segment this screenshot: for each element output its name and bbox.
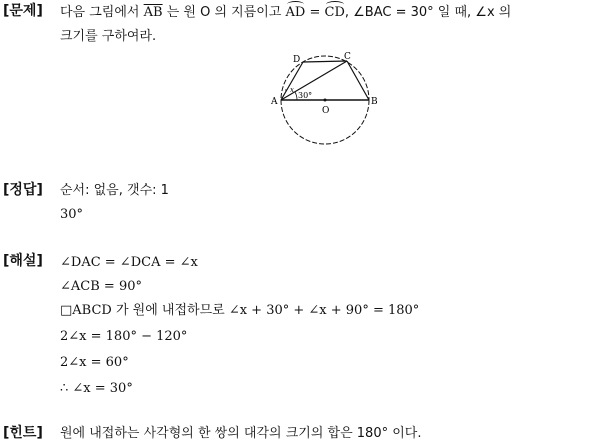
- problem-text-part-2: 는 원 O 의 지름이고: [162, 5, 286, 20]
- label-c: C: [344, 52, 351, 62]
- problem-tag: [문제]: [3, 3, 43, 19]
- label-a: A: [271, 97, 278, 107]
- answer-tag: [정답]: [3, 182, 43, 198]
- segment-ac: [281, 61, 347, 100]
- label-o: O: [322, 106, 330, 116]
- explanation-line: □ABCD 가 원에 내접하므로 ∠x + 30° + ∠x + 90° = 180°: [60, 303, 420, 318]
- label-d: D: [293, 55, 301, 65]
- explanation-tag: [해설]: [3, 253, 43, 269]
- problem-text-part-1: 다음 그림에서: [60, 5, 144, 20]
- explanation-line: ∠DAC = ∠DCA = ∠x: [60, 255, 198, 270]
- explanation-line: ∠ACB = 90°: [60, 279, 142, 294]
- explanation-line: 2∠x = 60°: [60, 355, 129, 370]
- explanation-line: 2∠x = 180° − 120°: [60, 329, 188, 344]
- segment-dc: [303, 61, 347, 62]
- equals-sign: =: [305, 5, 325, 20]
- arc-ad: AD: [285, 5, 306, 20]
- problem-line-1: [60, 4, 511, 22]
- label-x: x: [290, 86, 294, 94]
- problem-line-2: 크기를 구하여라.: [60, 29, 157, 44]
- circle-figure: [262, 48, 392, 150]
- answer-value: 30°: [60, 207, 84, 222]
- segment-cb: [347, 61, 369, 100]
- angle-bac-arc: [295, 92, 297, 100]
- segment-ab: $\overline{AB}$: [143, 5, 163, 20]
- label-30-degrees: 30°: [298, 91, 313, 100]
- arc-cd: CD: [324, 5, 345, 20]
- hint-tag: [힌트]: [3, 425, 43, 441]
- answer-line-1: 순서: 없음, 갯수: 1: [60, 183, 169, 198]
- center-o-dot: [324, 99, 327, 102]
- problem-text-part-3: , ∠BAC = 30° 일 때, ∠x 의: [344, 5, 512, 20]
- label-b: B: [371, 97, 378, 107]
- hint-text: 원에 내접하는 사각형의 한 쌍의 대각의 크기의 합은 180° 이다.: [60, 426, 422, 441]
- explanation-line: ∴ ∠x = 30°: [60, 381, 133, 396]
